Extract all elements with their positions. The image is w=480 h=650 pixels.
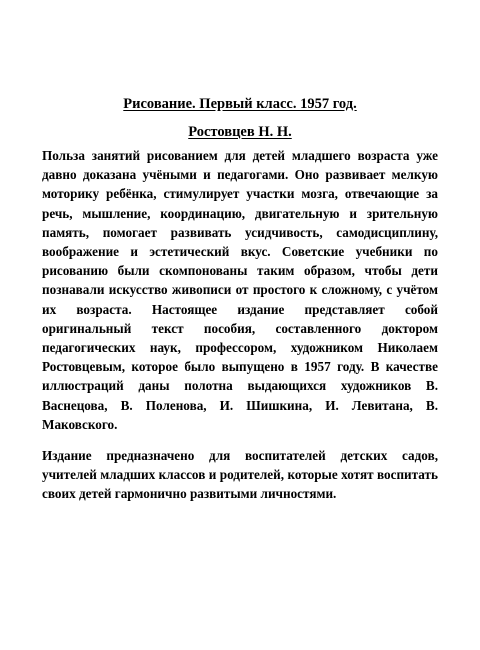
body-paragraph-audience: Издание предназначено для воспитателей детских садов, учителей младших классов и родителей, которые хотят воспитать своих детей гармонично развитыми личностями.: [42, 448, 438, 502]
body-paragraph-description: Польза занятий рисованием для детей младшего возраста уже давно доказана учёными и педагогами. Оно развивает мелкую моторику ребёнка, стимулирует участки мозга, отвечающие за речь, мышление, координацию, двигательную и зрительную память, помогает развивать усидчивость, самодисциплину, воображение и эстетический вкус. Советские учебники по рисованию были скомпонованы таким образом, чтобы дети познавали искусство живописи от простого к сложному, с учётом их возраста. Настоящее издание представляет собой оригинальный текст пособия, составленного доктором педагогических наук, профессором, художником Николаем Ростовцевым, которое было выпущено в 1957 году. В качестве иллюстраций даны полотна выдающихся художников В. Васнецова, В. Поленова, И. Шишкина, И. Левитана, В. Маковского.: [42, 148, 438, 432]
page-title: Рисование. Первый класс. 1957 год.: [123, 96, 357, 112]
author-name: Ростовцев Н. Н.: [188, 124, 292, 140]
